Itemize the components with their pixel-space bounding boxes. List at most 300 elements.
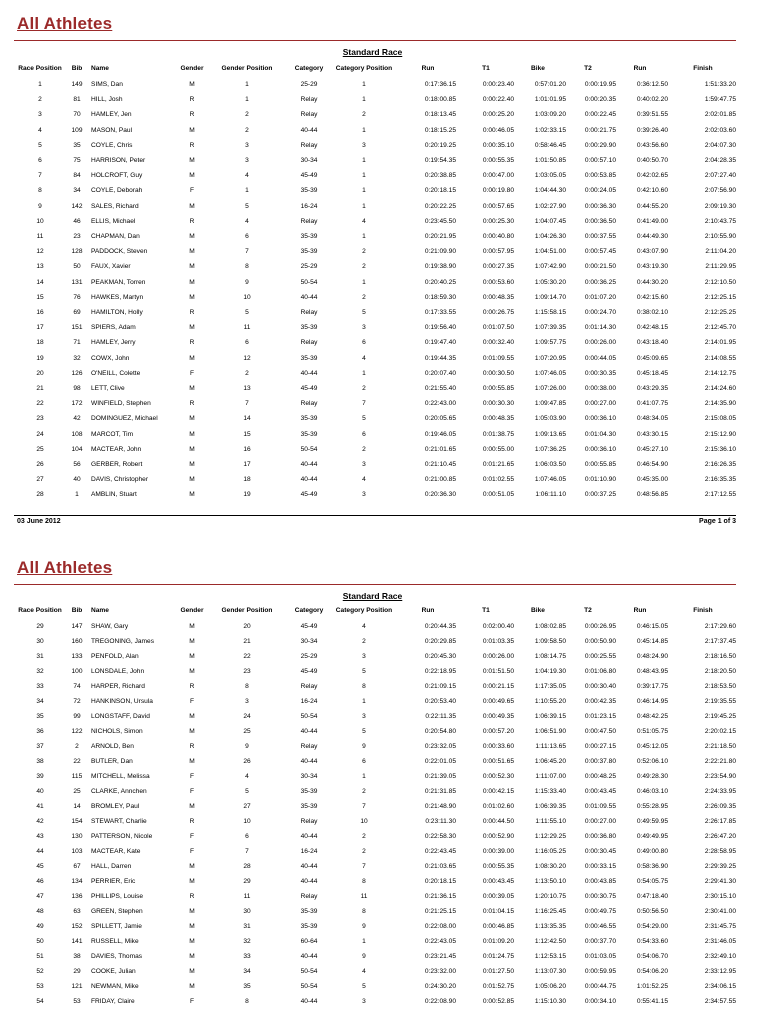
cell-gender: R xyxy=(189,893,195,900)
cell-bike: 0:58:46.45 xyxy=(534,141,566,149)
cell-t2: 0:00:57.45 xyxy=(584,248,616,256)
cell-race-position: 19 xyxy=(36,354,44,362)
cell-bib: 67 xyxy=(73,863,81,870)
cell-race-position: 40 xyxy=(36,788,44,795)
cell-run-2: 0:39:17.75 xyxy=(636,683,668,690)
cell-finish: 2:09:19.30 xyxy=(704,202,736,210)
cell-name: TREGONING, James xyxy=(91,638,155,645)
table-row xyxy=(0,322,768,334)
cell-run-2: 0:42:02.65 xyxy=(636,172,668,180)
cell-gender-position: 6 xyxy=(245,233,249,240)
cell-bib: 109 xyxy=(71,126,83,134)
cell-race-position: 10 xyxy=(36,217,44,225)
cell-t2: 0:01:06.80 xyxy=(584,668,616,675)
cell-name: HILL, Josh xyxy=(91,96,123,104)
cell-name: PHILLIPS, Louise xyxy=(91,893,144,900)
cell-run-2: 0:44:30.20 xyxy=(636,278,668,286)
table-row xyxy=(0,876,768,888)
cell-t2: 0:00:57.10 xyxy=(584,157,616,164)
cell-run-2: 0:54:06.20 xyxy=(636,968,668,975)
cell-bib: 133 xyxy=(71,653,83,660)
cell-finish: 2:17:29.60 xyxy=(704,623,736,630)
cell-category-position: 3 xyxy=(362,998,366,1005)
table-row xyxy=(0,681,768,693)
cell-category: 50-54 xyxy=(300,983,318,990)
cell-gender-position: 4 xyxy=(245,172,249,180)
cell-run-2: 0:45:09.65 xyxy=(636,354,668,362)
cell-bike: 1:05:03.90 xyxy=(534,415,566,423)
cell-run: 0:20:40.25 xyxy=(424,278,456,286)
cell-bike: 1:12:29.25 xyxy=(534,833,566,840)
cell-race-position: 27 xyxy=(36,476,44,484)
cell-t1: 0:00:52.30 xyxy=(482,773,514,780)
cell-bike: 1:15:10.30 xyxy=(534,998,566,1005)
table-row xyxy=(0,801,768,813)
table-row xyxy=(0,891,768,903)
cell-bike: 1:06:03.50 xyxy=(534,461,566,468)
cell-category-position: 2 xyxy=(362,788,366,795)
cell-race-position: 22 xyxy=(36,400,44,408)
cell-finish: 2:11:04.20 xyxy=(705,248,736,256)
cell-bib: 81 xyxy=(73,96,81,104)
cell-bib: 74 xyxy=(73,683,81,690)
cell-t2: 0:00:33.15 xyxy=(584,863,616,870)
table-row xyxy=(0,696,768,708)
cell-gender: M xyxy=(189,476,195,484)
cell-category-position: 6 xyxy=(362,339,366,347)
cell-bike: 1:07:36.25 xyxy=(534,445,566,453)
cell-t1: 0:00:21.15 xyxy=(482,683,514,690)
cell-category-position: 2 xyxy=(362,848,366,855)
col-t1: T1 xyxy=(482,65,490,72)
cell-category-position: 5 xyxy=(362,728,366,735)
cell-name: SPIERS, Adam xyxy=(91,324,136,332)
cell-category: 40-44 xyxy=(300,758,318,765)
cell-bib: 103 xyxy=(71,848,83,855)
cell-bike: 1:13:35.35 xyxy=(534,923,566,930)
cell-finish: 2:34:57.55 xyxy=(704,998,736,1005)
cell-bike: 1:20:10.75 xyxy=(534,893,566,900)
cell-name: LONGSTAFF, David xyxy=(91,713,150,720)
cell-run-2: 0:45:35.00 xyxy=(636,476,668,484)
cell-bike: 1:05:06.20 xyxy=(534,983,566,990)
cell-category-position: 7 xyxy=(362,400,366,408)
cell-finish: 2:30:15.10 xyxy=(704,893,736,900)
cell-finish: 1:51:33.20 xyxy=(704,81,736,88)
cell-t1: 0:01:51.50 xyxy=(482,668,514,675)
cell-bike: 1:01:50.85 xyxy=(534,157,566,164)
cell-run-2: 0:39:51.55 xyxy=(636,111,668,119)
cell-race-position: 20 xyxy=(36,369,44,377)
cell-bike: 1:01:01.95 xyxy=(534,96,566,104)
cell-t2: 0:00:30.75 xyxy=(584,893,616,900)
cell-category: 35-39 xyxy=(300,187,318,195)
cell-finish: 2:10:43.75 xyxy=(704,217,736,225)
cell-run: 0:22:11.35 xyxy=(425,713,456,720)
cell-name: STEWART, Charlie xyxy=(91,818,147,825)
cell-category-position: 3 xyxy=(362,491,366,499)
cell-bike: 1:06:45.20 xyxy=(534,758,566,765)
col-category-position: Category Position xyxy=(335,607,393,614)
cell-finish: 2:30:41.00 xyxy=(704,908,736,915)
cell-gender-position: 7 xyxy=(245,848,249,855)
cell-bib: 70 xyxy=(73,111,81,119)
cell-run-2: 0:49:00.80 xyxy=(636,848,668,855)
table-row xyxy=(0,109,768,121)
cell-name: NICHOLS, Simon xyxy=(91,728,143,735)
table-row xyxy=(0,771,768,783)
cell-bib: 147 xyxy=(71,623,83,630)
cell-category-position: 7 xyxy=(362,863,366,870)
cell-run-2: 0:43:18.40 xyxy=(636,339,668,347)
cell-finish: 2:14:24.60 xyxy=(704,385,736,392)
cell-gender-position: 13 xyxy=(243,385,251,392)
cell-t2: 0:00:22.45 xyxy=(584,111,616,119)
cell-category-position: 10 xyxy=(360,818,368,825)
table-row xyxy=(0,711,768,723)
table-row xyxy=(0,155,768,167)
cell-category: 40-44 xyxy=(300,878,318,885)
col-t2: T2 xyxy=(584,607,592,614)
cell-gender: F xyxy=(189,848,195,855)
cell-run-2: 0:46:03.10 xyxy=(636,788,668,795)
cell-t1: 0:00:51.05 xyxy=(482,491,514,499)
cell-bike: 1:09:13.65 xyxy=(534,430,566,438)
cell-race-position: 44 xyxy=(36,848,44,855)
cell-name: ARNOLD, Ben xyxy=(91,743,134,750)
col-run-2: Run xyxy=(633,607,647,614)
table-row xyxy=(0,966,768,978)
cell-name: MASON, Paul xyxy=(91,126,133,134)
col-t1: T1 xyxy=(482,607,490,614)
cell-gender-position: 10 xyxy=(243,818,251,825)
cell-name: MARCOT, Tim xyxy=(91,430,134,438)
cell-category-position: 3 xyxy=(362,653,366,660)
cell-category-position: 1 xyxy=(362,233,366,240)
cell-t2: 0:01:14.30 xyxy=(584,324,616,332)
cell-finish: 2:04:07.30 xyxy=(704,141,736,149)
cell-run: 0:20:54.80 xyxy=(424,728,456,735)
cell-finish: 2:12:45.70 xyxy=(704,324,736,332)
cell-t1: 0:01:52.75 xyxy=(482,983,514,990)
cell-t2: 0:00:38.00 xyxy=(584,385,616,392)
cell-run-2: 0:44:49.30 xyxy=(636,233,668,240)
cell-finish: 2:12:10.50 xyxy=(704,278,736,286)
cell-gender: R xyxy=(189,400,195,408)
cell-t1: 0:00:57.20 xyxy=(482,728,514,735)
cell-gender: F xyxy=(189,788,195,795)
cell-race-position: 3 xyxy=(38,111,42,119)
cell-race-position: 16 xyxy=(36,309,44,316)
cell-category: 40-44 xyxy=(300,953,318,960)
cell-gender-position: 32 xyxy=(243,938,251,945)
cell-finish: 2:14:35.90 xyxy=(704,400,736,408)
cell-gender: R xyxy=(189,96,195,104)
cell-t1: 0:01:03.35 xyxy=(482,638,514,645)
table-row xyxy=(0,261,768,273)
cell-run-2: 0:55:41.15 xyxy=(636,998,668,1005)
cell-gender-position: 12 xyxy=(243,354,251,362)
cell-category-position: 8 xyxy=(362,683,366,690)
cell-gender: M xyxy=(189,461,195,468)
cell-name: NEWMAN, Mike xyxy=(91,983,139,990)
cell-category: 50-54 xyxy=(300,968,318,975)
cell-t2: 0:00:44.75 xyxy=(584,983,616,990)
cell-category: 35-39 xyxy=(300,803,318,810)
cell-category: 16-24 xyxy=(300,698,318,705)
cell-bib: 63 xyxy=(73,908,81,915)
cell-race-position: 42 xyxy=(36,818,44,825)
table-row xyxy=(0,307,768,319)
cell-finish: 2:10:55.90 xyxy=(704,233,736,240)
cell-bib: 34 xyxy=(73,187,81,195)
cell-gender-position: 14 xyxy=(243,415,251,423)
cell-race-position: 5 xyxy=(38,141,42,149)
cell-t2: 0:01:04.30 xyxy=(584,430,616,438)
cell-gender-position: 5 xyxy=(245,309,249,316)
cell-bib: 154 xyxy=(71,818,83,825)
cell-finish: 2:17:12.55 xyxy=(704,491,736,499)
cell-run: 0:17:33.55 xyxy=(424,309,456,316)
table-row xyxy=(0,383,768,395)
cell-race-position: 45 xyxy=(36,863,44,870)
cell-race-position: 23 xyxy=(36,415,44,423)
cell-race-position: 11 xyxy=(36,233,44,240)
cell-gender: M xyxy=(189,278,195,286)
cell-gender-position: 8 xyxy=(245,683,249,690)
cell-category-position: 3 xyxy=(362,141,366,149)
cell-run-2: 0:46:14.95 xyxy=(636,698,668,705)
col-bike: Bike xyxy=(531,65,545,72)
cell-finish: 2:16:35.35 xyxy=(704,476,736,484)
cell-run-2: 0:39:26.40 xyxy=(636,126,668,134)
cell-t1: 0:01:24.75 xyxy=(482,953,514,960)
cell-finish: 2:16:26.35 xyxy=(704,461,736,468)
table-row xyxy=(0,413,768,425)
cell-t2: 0:01:07.20 xyxy=(584,293,616,301)
cell-bike: 1:04:44.30 xyxy=(534,187,566,195)
cell-bib: 29 xyxy=(73,968,81,975)
cell-bike: 1:11:07.00 xyxy=(535,773,566,780)
col-bib: Bib xyxy=(71,65,83,72)
col-finish: Finish xyxy=(693,607,713,614)
cell-name: WINFIELD, Stephen xyxy=(91,400,151,408)
cell-gender-position: 1 xyxy=(245,187,249,195)
cell-t1: 0:00:27.35 xyxy=(482,263,514,271)
table-row xyxy=(0,444,768,456)
cell-bib: 152 xyxy=(71,923,83,930)
cell-run-2: 0:43:56.60 xyxy=(636,141,668,149)
cell-category: 40-44 xyxy=(300,728,318,735)
cell-run: 0:20:38.85 xyxy=(424,172,456,180)
cell-finish: 2:02:01.85 xyxy=(704,111,736,119)
cell-t2: 0:00:43.85 xyxy=(584,878,616,885)
cell-run: 0:21:10.45 xyxy=(424,461,456,468)
cell-race-position: 43 xyxy=(36,833,44,840)
cell-gender-position: 34 xyxy=(243,968,251,975)
cell-category: 35-39 xyxy=(300,324,318,332)
cell-gender-position: 7 xyxy=(245,400,249,408)
cell-category-position: 4 xyxy=(362,217,366,225)
cell-bib: 121 xyxy=(71,983,83,990)
cell-race-position: 48 xyxy=(36,908,44,915)
table-row xyxy=(0,231,768,243)
cell-t1: 0:00:43.45 xyxy=(482,878,514,885)
table-row xyxy=(0,353,768,365)
cell-race-position: 39 xyxy=(36,773,44,780)
cell-bib: 75 xyxy=(73,157,81,164)
cell-bib: 69 xyxy=(73,309,81,316)
cell-category-position: 2 xyxy=(362,445,366,453)
cell-race-position: 38 xyxy=(36,758,44,765)
cell-category-position: 6 xyxy=(362,430,366,438)
cell-finish: 2:15:36.10 xyxy=(704,445,736,453)
cell-finish: 2:07:27.40 xyxy=(704,172,736,180)
cell-name: SIMS, Dan xyxy=(91,81,123,88)
cell-run: 0:20:07.40 xyxy=(424,369,456,377)
cell-category: 35-39 xyxy=(300,923,318,930)
cell-gender-position: 30 xyxy=(243,908,251,915)
cell-t1: 0:00:46.05 xyxy=(482,126,514,134)
col-race-position: Race Position xyxy=(18,65,62,72)
cell-category: 30-34 xyxy=(300,773,318,780)
cell-name: COYLE, Deborah xyxy=(91,187,143,195)
cell-gender-position: 6 xyxy=(245,833,249,840)
cell-t1: 0:00:39.05 xyxy=(482,893,514,900)
cell-t1: 0:00:55.00 xyxy=(482,445,514,453)
cell-category: 35-39 xyxy=(300,788,318,795)
cell-gender: M xyxy=(189,923,195,930)
cell-run-2: 0:40:50.70 xyxy=(636,157,668,164)
cell-t1: 0:00:52.90 xyxy=(482,833,514,840)
cell-t2: 0:00:37.70 xyxy=(584,938,616,945)
cell-bike: 1:08:14.75 xyxy=(534,653,566,660)
cell-t1: 0:00:48.35 xyxy=(482,415,514,423)
cell-name: ELLIS, Michael xyxy=(91,217,136,225)
cell-t1: 0:00:55.85 xyxy=(482,385,514,392)
cell-run: 0:18:59.30 xyxy=(424,293,456,301)
cell-category: 35-39 xyxy=(300,248,318,256)
cell-run: 0:23:32.05 xyxy=(424,743,456,750)
cell-t1: 0:00:55.35 xyxy=(482,863,514,870)
cell-run-2: 0:48:56.85 xyxy=(636,491,668,499)
cell-run-2: 0:54:06.70 xyxy=(636,953,668,960)
footer-page-number: Page 1 of 3 xyxy=(699,518,736,525)
cell-race-position: 33 xyxy=(36,683,44,690)
cell-category-position: 1 xyxy=(362,157,366,164)
cell-category-position: 2 xyxy=(362,293,366,301)
cell-run: 0:21:39.05 xyxy=(424,773,456,780)
cell-gender: M xyxy=(189,202,195,210)
cell-gender: M xyxy=(189,172,195,180)
cell-category-position: 1 xyxy=(362,938,366,945)
cell-t1: 0:00:47.00 xyxy=(482,172,514,180)
cell-category: 35-39 xyxy=(300,354,318,362)
cell-category: Relay xyxy=(300,96,318,104)
cell-t1: 0:00:49.65 xyxy=(482,698,514,705)
table-row xyxy=(0,79,768,91)
cell-race-position: 51 xyxy=(36,953,44,960)
table-row xyxy=(0,94,768,106)
cell-bib: 2 xyxy=(75,743,79,750)
cell-name: HOLCROFT, Guy xyxy=(91,172,143,180)
cell-gender: M xyxy=(189,157,195,164)
cell-category-position: 1 xyxy=(362,126,366,134)
cell-bike: 1:04:26.30 xyxy=(534,233,566,240)
cell-bib: 42 xyxy=(73,415,81,423)
col-finish: Finish xyxy=(693,65,713,72)
cell-gender-position: 31 xyxy=(243,923,251,930)
cell-category: Relay xyxy=(300,818,318,825)
cell-t1: 0:00:48.35 xyxy=(482,293,514,301)
cell-category-position: 4 xyxy=(362,354,366,362)
cell-bib: 126 xyxy=(71,369,83,377)
cell-name: PERRIER, Eric xyxy=(91,878,136,885)
cell-gender-position: 33 xyxy=(243,953,251,960)
cell-run: 0:22:43.45 xyxy=(424,848,456,855)
cell-gender-position: 20 xyxy=(243,623,251,630)
cell-run: 0:18:00.85 xyxy=(424,96,456,104)
cell-race-position: 32 xyxy=(36,668,44,675)
cell-race-position: 28 xyxy=(36,491,44,499)
cell-t2: 0:00:29.90 xyxy=(584,141,616,149)
cell-t2: 0:00:36.25 xyxy=(584,278,616,286)
table-row xyxy=(0,140,768,152)
cell-name: SALES, Richard xyxy=(91,202,139,210)
cell-race-position: 34 xyxy=(36,698,44,705)
cell-run: 0:20:21.95 xyxy=(424,233,456,240)
title-rule xyxy=(14,40,736,41)
cell-race-position: 25 xyxy=(36,445,44,453)
cell-category-position: 4 xyxy=(362,476,366,484)
cell-t1: 0:00:46.85 xyxy=(482,923,514,930)
cell-finish: 2:24:33.95 xyxy=(704,788,736,795)
col-name: Name xyxy=(91,607,109,614)
cell-t1: 0:00:23.40 xyxy=(482,81,514,88)
cell-run-2: 0:47:18.40 xyxy=(636,893,668,900)
cell-category: 40-44 xyxy=(300,998,318,1005)
cell-finish: 2:14:12.75 xyxy=(704,369,736,377)
cell-name: HAMLEY, Jen xyxy=(91,111,132,119)
cell-gender-position: 5 xyxy=(245,202,249,210)
cell-bike: 1:13:07.30 xyxy=(534,968,566,975)
cell-t1: 0:01:38.75 xyxy=(482,430,514,438)
cell-category-position: 4 xyxy=(362,623,366,630)
cell-bike: 1:09:57.75 xyxy=(534,339,566,347)
cell-gender-position: 10 xyxy=(243,293,251,301)
cell-race-position: 31 xyxy=(36,653,44,660)
cell-name: PEAKMAN, Torren xyxy=(91,278,146,286)
cell-finish: 2:26:47.20 xyxy=(704,833,736,840)
cell-t1: 0:01:21.65 xyxy=(482,461,514,468)
cell-t2: 0:00:24.05 xyxy=(584,187,616,195)
col-gender: Gender xyxy=(180,65,204,72)
cell-bib: 128 xyxy=(71,248,83,256)
cell-t2: 0:00:49.75 xyxy=(584,908,616,915)
cell-name: COOKE, Julian xyxy=(91,968,136,975)
cell-t2: 0:01:03.05 xyxy=(584,953,616,960)
cell-category: 25-29 xyxy=(300,653,318,660)
cell-run-2: 0:54:33.60 xyxy=(636,938,668,945)
cell-t2: 0:00:26.95 xyxy=(584,623,616,630)
cell-bike: 1:02:27.90 xyxy=(534,202,566,210)
cell-run-2: 0:45:12.05 xyxy=(636,743,668,750)
cell-t1: 0:00:33.60 xyxy=(482,743,514,750)
cell-gender-position: 18 xyxy=(243,476,251,484)
cell-gender: M xyxy=(189,233,195,240)
cell-bib: 50 xyxy=(73,263,81,271)
col-bike: Bike xyxy=(531,607,545,614)
